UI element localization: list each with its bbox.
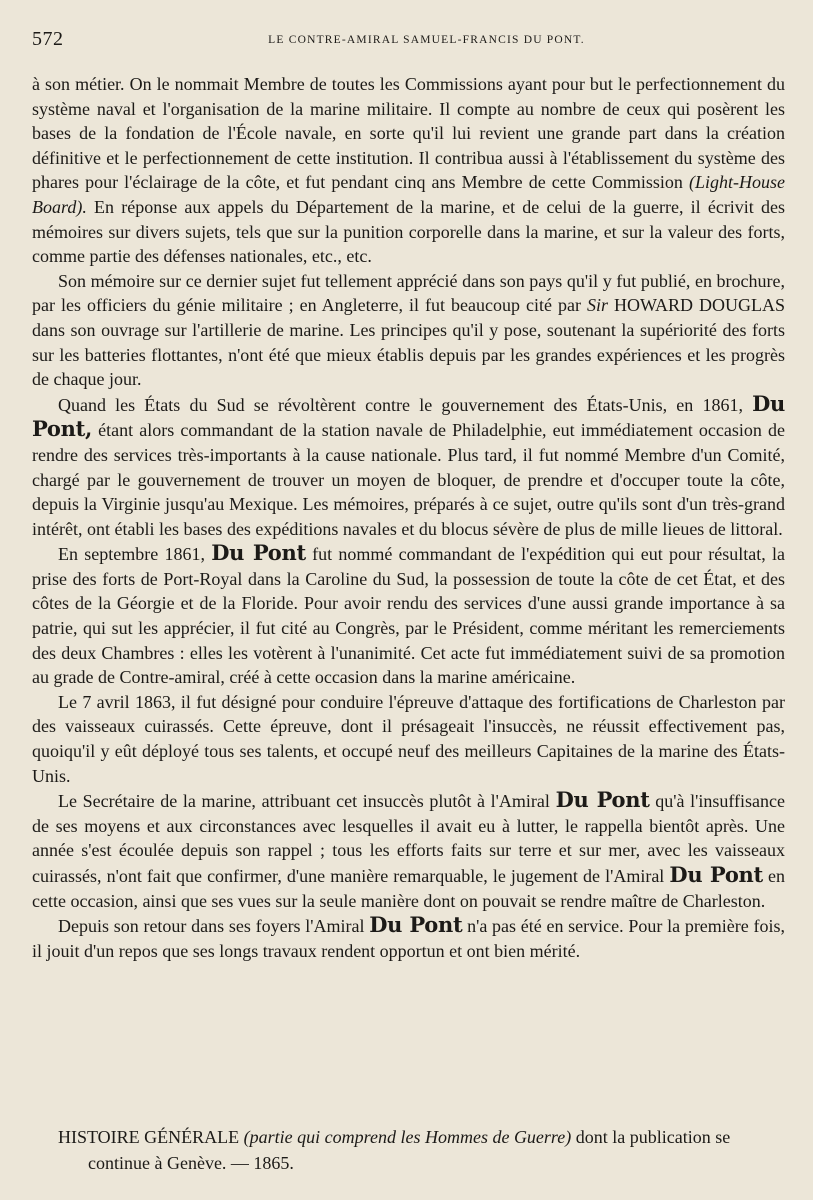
publication-title: HISTOIRE GÉNÉRALE [58,1127,240,1147]
publication-note-line-1: HISTOIRE GÉNÉRALE (partie qui comprend les Hommes de Guerre) dont la publication se [58,1127,731,1147]
publication-note-line-2: continue à Genève. — 1865. [88,1153,294,1173]
paragraph-5: Le 7 avril 1863, il fut désigné pour conduire l'épreuve d'attaque des fortifications de Charleston par des vaisseaux cuirassés. Cette épreuve, dont il présageait l'insuccès, ne réussit effectivement pas, quoiqu'il y eût déployé tous ses talents, et occupé neuf des meilleurs Capitaines de la marine des États-Unis. [32,691,785,786]
person-name: Du Pont [555,787,650,813]
paragraph-2: Son mémoire sur ce dernier sujet fut tellement apprécié dans son pays qu'il y fut publié, en brochure, par les officiers du génie militaire ; en Angleterre, il fut beaucoup cité par Sir HOWARD DOUGLAS dans son ouvrage sur l'artillerie de marine. Les principes qu'il y pose, soutenant la supériorité des forts sur les batteries flottantes, n'ont été que mieux établis depuis par les grandes expériences et les progrès de chaque jour. [32,270,785,390]
paragraph-1: à son métier. On le nommait Membre de toutes les Commissions ayant pour but le perfectionnement du système naval et l'organisation de la marine militaire. Il compte au nombre de ceux qui posèrent les bases de la fondation de l'École navale, en sorte qu'il lui revient une grande part dans la création définitive et le perfectionnement de cette institution. Il contribua aussi à l'établissement du système des phares pour l'éclairage de la côte, et fut pendant cinq ans Membre de cette Commission (Light-House Board). En réponse aux appels du Département de la marine, et de celui de la guerre, il écrivit des mémoires sur divers sujets, tels que sur la punition corporelle dans la marine, et sur la valeur des forts, comme partie des défenses nationales, etc., etc. [32,74,785,267]
body-text [32,72,785,963]
publication-note [58,1124,783,1176]
running-title: LE CONTRE-AMIRAL SAMUEL-FRANCIS DU PONT. [268,34,585,46]
page-number: 572 [32,28,64,50]
paragraph-7: Depuis son retour dans ses foyers l'Amiral Du Pont n'a pas été en service. Pour la première fois, il jouit d'un repos que ses longs travaux rendent opportun et ont bien mérité. [32,912,785,961]
page-header [32,28,781,58]
person-name: Du Pont, [32,390,785,442]
paragraph-4: En septembre 1861, Du Pont fut nommé commandant de l'expédition qui eut pour résultat, la prise des forts de Port-Royal dans la Caroline du Sud, la possession de toute la côte de cet État, et des côtes de la Géorgie et de la Floride. Pour avoir rendu des services d'une aussi grande importance à sa patrie, qui sut les apprécier, il fut cité au Congrès, par le Président, comme méritant les remerciements des deux Chambres : elles les votèrent à l'unanimité. Cet acte fut immédiatement suivi de sa promotion au grade de Contre-amiral, créé à cette occasion dans la marine américaine. [32,540,785,688]
paragraph-6: Le Secrétaire de la marine, attribuant cet insuccès plutôt à l'Amiral Du Pont qu'à l'insuffisance de ses moyens et aux circonstances avec lesquelles il avait eu à lutter, le rappella bientôt après. Une année s'est écoulée depuis son rappel ; tous les efforts faits sur terre et sur mer, avec les vaisseaux cuirassés, n'ont fait que confirmer, d'une manière remarquable, le jugement de l'Amiral Du Pont en cette occasion, ainsi que ses vues sur la seule manière dont on pouvait se rendre maître de Charleston. [32,787,785,911]
person-name: Du Pont [369,912,463,938]
person-name: Du Pont [211,540,306,566]
paragraph-3: Quand les États du Sud se révoltèrent contre le gouvernement des États-Unis, en 1861, Du Pont, étant alors commandant de la station navale de Philadelphie, eut immédiatement occasion de rendre des services très-importants à la cause nationale. Plus tard, il fut nommé Membre d'un Comité, chargé par le gouvernement de trouver un moyen de bloquer, de prendre et d'occuper toute la côte, depuis la Virginie jusqu'au Mexique. Les mémoires, préparés à ce sujet, outre qu'ils sont d'un très-grand intérêt, ont établi les bases des expéditions navales et du blocus sévère de plus de mille lieues de littoral. [32,390,785,539]
person-name: Du Pont [669,862,763,887]
